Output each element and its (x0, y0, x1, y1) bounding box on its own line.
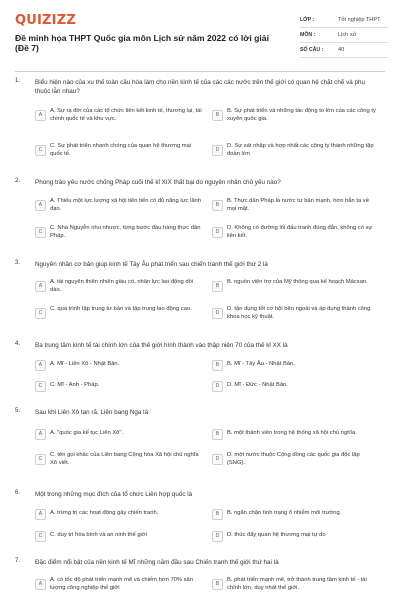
question-number: 7. (15, 558, 21, 564)
question-text: Phong trào yêu nước chống Pháp cuối thế kỉ XIX thất bại do nguyên nhân chủ yếu nào? (35, 179, 281, 186)
option-b[interactable] (212, 106, 382, 126)
question-text: Một trong những mục đích của tổ chức Liên hợp quốc là (35, 491, 193, 498)
question-number: 1. (15, 78, 21, 84)
option-text: D. một nước thuộc Cộng đồng các quốc gia độc lập (SNG). (227, 452, 360, 466)
option-c[interactable] (35, 223, 205, 243)
option-letter-badge: B (212, 579, 223, 590)
meta-row-subject (300, 28, 388, 43)
option-text: D. Không có đường lối đấu tranh đúng đắn, không có sự liên kết. (227, 225, 373, 239)
option-text: C. Nhà Nguyễn nhu nhược, từng bước đầu hàng thực dân Pháp. (50, 225, 201, 239)
option-d[interactable] (212, 141, 382, 161)
option-c[interactable] (35, 450, 205, 470)
option-d[interactable] (212, 527, 382, 547)
option-letter-badge: B (212, 429, 223, 440)
option-letter-badge: C (35, 381, 46, 392)
question-text: Đặc điểm nổi bật của nền kinh tế Mĩ những năm đầu sau Chiến tranh thế giới thứ hai là (35, 559, 279, 566)
option-c[interactable] (35, 527, 205, 547)
option-b[interactable] (212, 575, 382, 595)
option-text: D. Mĩ - Đức - Nhật Bản. (227, 382, 288, 388)
option-letter-badge: C (35, 145, 46, 156)
meta-label: LỚP : (300, 17, 315, 23)
option-text: A. có tốc độ phát triển mạnh mẽ và chiếm hơn 70% sản lượng công nghiệp thế giới (50, 577, 194, 591)
option-letter-badge: C (35, 308, 46, 319)
option-letter-badge: C (35, 227, 46, 238)
option-letter-badge: B (212, 360, 223, 371)
option-text: B. phát triển mạnh mẽ, trở thành trung tâm kinh tế - tài chính lớn, duy nhất thế giới. (227, 577, 367, 591)
question-number: 3. (15, 260, 21, 266)
meta-label: SỐ CÂU : (300, 47, 324, 53)
option-b[interactable] (212, 356, 382, 376)
option-c[interactable] (35, 377, 205, 397)
option-text: B. Mĩ - Tây Âu - Nhật Bản. (227, 361, 295, 367)
option-d[interactable] (212, 377, 382, 397)
option-letter-badge: A (35, 110, 46, 121)
option-letter-badge: D (212, 531, 223, 542)
question-text: Biểu hiện nào của xu thế toàn cầu hóa làm cho nền kinh tế của các các nước trên thế giới có quan hệ chặt chẽ và phụ thuộc lẫn nhau? (35, 79, 365, 95)
meta-row-count (300, 43, 388, 58)
meta-value: 40 (338, 47, 345, 53)
option-b[interactable] (212, 196, 382, 216)
option-text: D. thúc đẩy quan hệ thương mại tự do (227, 532, 326, 538)
meta-value: Lịch sử (338, 32, 357, 38)
option-letter-badge: D (212, 308, 223, 319)
quizizz-logo: QUIZIZZ (15, 13, 76, 28)
option-a[interactable] (35, 425, 205, 445)
option-d[interactable] (212, 450, 382, 470)
option-text: B. ngăn chặn tình trạng ô nhiễm môi trường. (227, 510, 342, 516)
option-b[interactable] (212, 277, 382, 297)
option-a[interactable] (35, 505, 205, 525)
meta-label: MÔN : (300, 32, 316, 38)
option-b[interactable] (212, 505, 382, 525)
option-a[interactable] (35, 356, 205, 376)
meta-row-class (300, 13, 388, 28)
option-letter-badge: A (35, 579, 46, 590)
option-a[interactable] (35, 277, 205, 297)
option-c[interactable] (35, 141, 205, 161)
option-letter-badge: A (35, 429, 46, 440)
option-letter-badge: B (212, 200, 223, 211)
option-text: C. Mĩ - Anh - Pháp. (50, 382, 100, 388)
option-text: C. quá trình tập trung tư bản và tập trung lao động cao. (50, 306, 192, 312)
question-number: 2. (15, 178, 21, 184)
option-letter-badge: D (212, 145, 223, 156)
meta-value: Tốt nghiệp THPT (338, 17, 381, 23)
option-text: D. tận dụng tốt cơ hội bên ngoài và áp dụng thành công khoa học kỹ thuật. (227, 306, 371, 320)
option-d[interactable] (212, 304, 382, 324)
header-divider (15, 71, 385, 72)
question-text: Nguyên nhân cơ bản giúp kinh tế Tây Âu phát triển sau chiến tranh thế giới thứ 2 là (35, 261, 268, 268)
option-a[interactable] (35, 196, 205, 216)
option-d[interactable] (212, 223, 382, 243)
option-letter-badge: B (212, 110, 223, 121)
document-title: Đề minh họa THPT Quốc gia môn Lịch sử năm 2022 có lời giải (Đề 7) (15, 33, 269, 53)
option-letter-badge: A (35, 281, 46, 292)
option-letter-badge: B (212, 281, 223, 292)
option-letter-badge: C (35, 531, 46, 542)
option-text: A. Mĩ - Liên Xô - Nhật Bản. (50, 361, 120, 367)
option-text: A. "quốc gia kế tục Liên Xô". (50, 430, 124, 436)
question-text: Sau khi Liên Xô tan rã, Liên bang Nga là (35, 409, 149, 416)
option-letter-badge: D (212, 227, 223, 238)
option-text: B. Sự phát triển và những tác động to lớn của các công ty xuyên quốc gia. (227, 108, 376, 122)
question-text: Ba trung tâm kinh tế tài chính lớn của thế giới hình thành vào thập niên 70 của thế kỉ XX là (35, 342, 288, 349)
question-number: 6. (15, 490, 21, 496)
option-text: B. Thực dân Pháp là nước tư bản mạnh, hơn hẳn ta về mọi mặt. (227, 198, 369, 212)
meta-table (300, 13, 388, 58)
question-number: 4. (15, 341, 21, 347)
option-text: C. Sự phát triển nhanh chóng của quan hệ thương mại quốc tế. (50, 143, 192, 157)
option-letter-badge: A (35, 200, 46, 211)
option-letter-badge: B (212, 509, 223, 520)
question-number: 5. (15, 408, 21, 414)
option-text: D. Sự sát nhập và hợp nhất các công ty thành những tập đoàn lớn (227, 143, 374, 157)
option-text: B. nguồn viện trợ của Mỹ thông qua kế hoạch Mácsan. (227, 279, 368, 285)
option-letter-badge: D (212, 381, 223, 392)
option-text: B. một thành viên trong hệ thống xã hội chủ nghĩa. (227, 430, 357, 436)
option-text: A. Thiếu một lực lượng xã hội tiên tiến có đủ năng lực lãnh đạo. (50, 198, 202, 212)
option-b[interactable] (212, 425, 382, 445)
option-text: C. tên gọi khác của Liên bang Cộng hòa Xã hội chủ nghĩa Xô viết. (50, 452, 199, 466)
option-text: A. Sự ra đời của các tổ chức liên kết kinh tế, thương lại, tài chính quốc tế và khu vực. (50, 108, 202, 122)
option-text: A. tài nguyên thiên nhiên giàu có, nhân lực lao động dồi dào. (50, 279, 194, 293)
option-text: A. trừng trị các hoạt động gây chiến tranh. (50, 510, 159, 516)
option-a[interactable] (35, 575, 205, 595)
option-letter-badge: C (35, 454, 46, 465)
option-letter-badge: A (35, 509, 46, 520)
option-a[interactable] (35, 106, 205, 126)
document-header (0, 0, 400, 66)
option-letter-badge: A (35, 360, 46, 371)
option-text: C. duy trì hòa bình và an ninh thế giới (50, 532, 147, 538)
option-letter-badge: D (212, 454, 223, 465)
option-c[interactable] (35, 304, 205, 324)
